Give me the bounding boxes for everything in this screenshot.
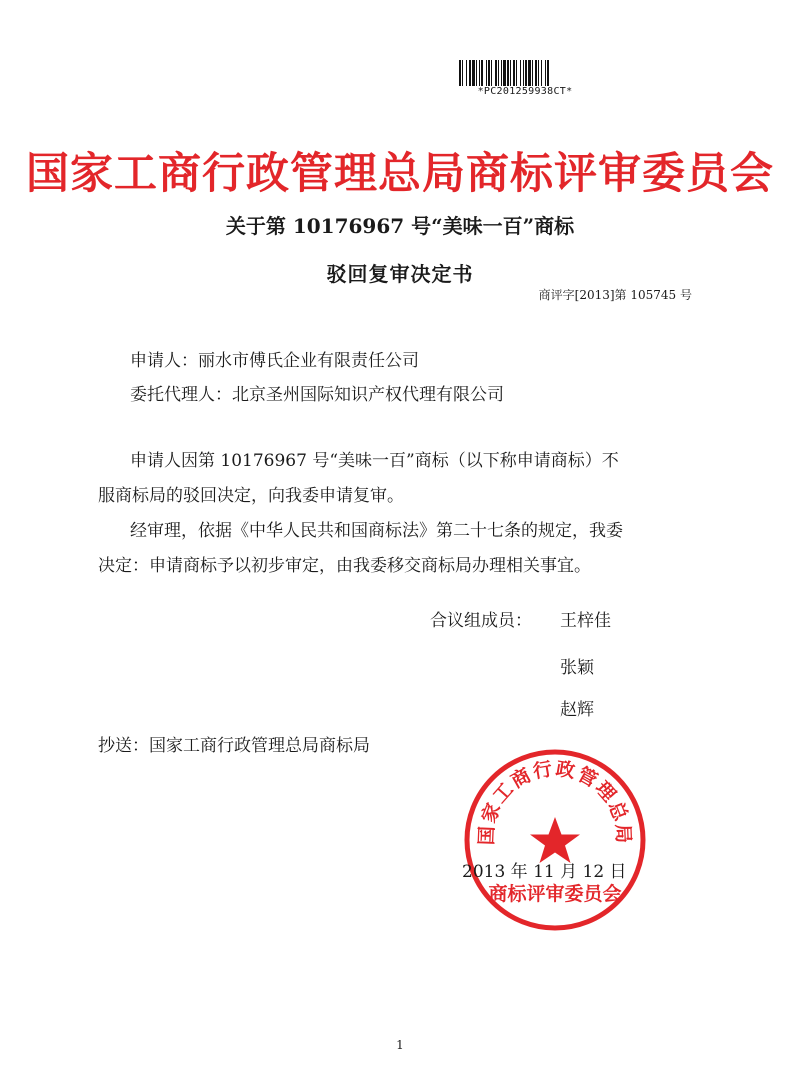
barcode-bar — [495, 60, 497, 86]
barcode-bar — [535, 60, 537, 86]
document-number: 商评字[2013]第 105745 号 — [538, 288, 692, 302]
decision-date: 2013 年 11 月 12 日 — [462, 862, 627, 882]
barcode-bar — [525, 60, 527, 86]
barcode-bar — [462, 60, 463, 86]
page-number: 1 — [396, 1038, 404, 1052]
barcode-bar — [501, 60, 502, 86]
barcode-bar — [507, 60, 509, 86]
org-title: 国家工商行政管理总局商标评审委员会 — [26, 149, 774, 199]
panel-member: 王梓佳 — [560, 611, 611, 631]
barcode-bar — [469, 60, 471, 86]
barcode-bar — [547, 60, 549, 86]
barcode-bar — [513, 60, 515, 86]
applicant-line: 申请人：丽水市傅氏企业有限责任公司 — [130, 351, 419, 371]
barcode-bar — [510, 60, 511, 86]
barcode-bar — [486, 60, 487, 86]
panel-member: 赵辉 — [560, 700, 594, 720]
panel-member: 张颖 — [560, 658, 594, 678]
barcode-bar — [503, 60, 506, 86]
panel-members-label: 合议组成员： — [430, 611, 532, 631]
barcode-bar — [488, 60, 490, 86]
barcode-bar — [491, 60, 492, 86]
barcode-bar — [528, 60, 531, 86]
barcode-bar — [479, 60, 480, 86]
barcode-bar — [459, 60, 461, 86]
barcode-bar — [481, 60, 483, 86]
barcode-bar — [516, 60, 517, 86]
paragraph-1-line-2: 服商标局的驳回决定，向我委申请复审。 — [98, 486, 404, 506]
barcode-bar — [545, 60, 546, 86]
paragraph-2-line-2: 决定：申请商标予以初步审定，由我委移交商标局办理相关事宜。 — [98, 556, 591, 576]
barcode-bar — [541, 60, 542, 86]
barcode-text: *PC201259938CT* — [477, 86, 573, 97]
agent-line: 委托代理人：北京圣州国际知识产权代理有限公司 — [130, 385, 504, 405]
barcode-bar — [523, 60, 524, 86]
svg-text:国家工商行政管理总局: 国家工商行政管理总局 — [475, 757, 635, 846]
paragraph-2-line-1: 经审理，依据《中华人民共和国商标法》第二十七条的规定，我委 — [130, 521, 623, 541]
barcode-bar — [466, 60, 467, 86]
barcode-bar — [532, 60, 533, 86]
barcode-bar — [538, 60, 539, 86]
cc-line: 抄送：国家工商行政管理总局商标局 — [98, 736, 370, 756]
decision-subtitle-line1: 关于第 10176967 号“美味一百”商标 — [225, 214, 575, 238]
decision-subtitle-line2: 驳回复审决定书 — [326, 262, 474, 286]
paragraph-1-line-1: 申请人因第 10176967 号“美味一百”商标（以下称申请商标）不 — [130, 451, 619, 471]
barcode-bar — [472, 60, 475, 86]
barcode — [458, 60, 592, 88]
barcode-bar — [520, 60, 521, 86]
barcode-bar — [476, 60, 477, 86]
barcode-bar — [498, 60, 499, 86]
svg-text:商标评审委员会: 商标评审委员会 — [488, 883, 622, 905]
official-seal — [460, 745, 650, 935]
